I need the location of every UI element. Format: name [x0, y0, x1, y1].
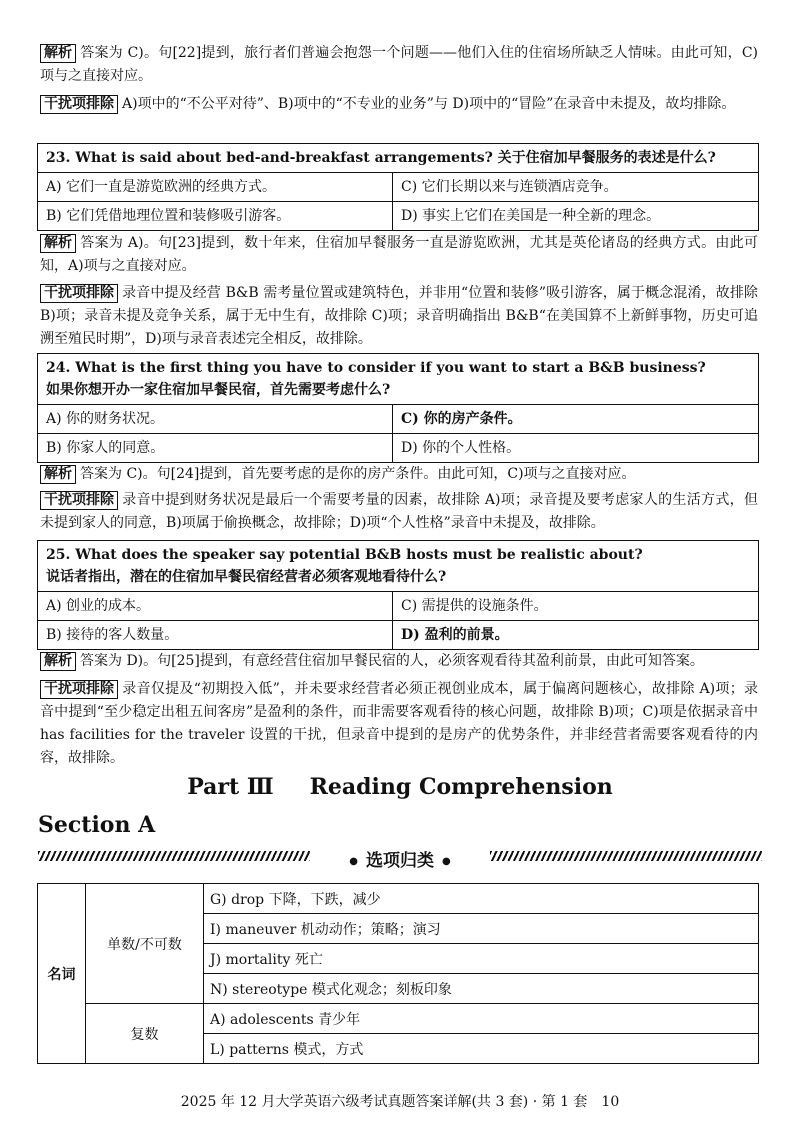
distractor-tag: 干扰项排除 — [40, 680, 118, 699]
q23-analysis-text: 答案为 A)。句[23]提到，数十年来，住宿加早餐服务一直是游览欧洲，尤其是英伦诸岛的经典方式。由此可知，A)项与之直接对应。 — [40, 235, 758, 274]
part-title: Reading Comprehension — [309, 774, 613, 800]
q25-question-en: 25. What does the speaker say potential B&B hosts must be realistic about? — [46, 547, 643, 563]
q24-option-b: B) 你家人的同意。 — [38, 434, 393, 462]
q25-distractor-text: 录音仅提及“初期投入低”，并未要求经营者必须正视创业成本，属于偏离问题核心，故排除 A)项；录音中提到“至少稳定出租五间客房”是盈利的条件，而非需要客观看待的核心问题，故排除 B)项；C)项是依据录音中 has facilities for the traveler 设置的干扰，但录音中提到的是房产的优势条件，并非经营者需要客观看待的内容，故排除。 — [40, 681, 758, 766]
analysis-tag: 解析 — [40, 652, 76, 671]
category-table — [37, 883, 759, 1064]
q24-question — [38, 354, 758, 405]
option-item: L) patterns 模式，方式 — [204, 1034, 759, 1064]
q25-option-d: D) 盈利的前景。 — [401, 627, 509, 643]
group-label-singular: 单数/不可数 — [86, 884, 204, 1004]
q23-option-row — [38, 202, 758, 230]
distractor-tag: 干扰项排除 — [40, 95, 118, 114]
q25-option-b: B) 接待的客人数量。 — [38, 621, 393, 649]
distractor-tag: 干扰项排除 — [40, 284, 118, 303]
option-item: G) drop 下降，下跌，减少 — [204, 884, 759, 914]
section-heading: Section A — [38, 812, 156, 838]
part-label: Part Ⅲ — [187, 774, 274, 800]
analysis-tag: 解析 — [40, 465, 76, 484]
q24-option-a: A) 你的财务状况。 — [38, 405, 393, 433]
q24-option-d: D) 你的个人性格。 — [401, 440, 521, 456]
q24-option-row — [38, 405, 758, 434]
part-heading — [0, 774, 800, 800]
pos-noun: 名词 — [38, 884, 86, 1064]
q24-box — [37, 353, 759, 463]
q23-option-row — [38, 173, 758, 202]
q22-distractor-text: A)项中的“不公平对待”、B)项中的“不专业的业务”与 D)项中的“冒险”在录音中未提及，故均排除。 — [122, 96, 736, 112]
q24-analysis-text: 答案为 C)。句[24]提到，首先要考虑的是你的房产条件。由此可知，C)项与之直接对应。 — [80, 466, 636, 482]
option-item: J) mortality 死亡 — [204, 944, 759, 974]
banner-title: 选项归类 — [366, 851, 434, 871]
q25-analysis-text: 答案为 D)。句[25]提到，有意经营住宿加早餐民宿的人，必须客观看待其盈利前景，由此可知答案。 — [80, 653, 704, 669]
banner — [0, 846, 800, 871]
bullet-icon: ● — [349, 856, 358, 867]
q25-option-c: C) 需提供的设施条件。 — [401, 598, 548, 614]
analysis-tag: 解析 — [40, 234, 76, 253]
q23-distractor — [40, 282, 758, 351]
q25-distractor — [40, 678, 758, 770]
q23-option-a: A) 它们一直是游览欧洲的经典方式。 — [38, 173, 393, 201]
q22-distractor — [40, 93, 758, 116]
q25-box — [37, 540, 759, 650]
q22-analysis — [40, 42, 758, 88]
q23-option-c: C) 它们长期以来与连锁酒店竞争。 — [401, 179, 618, 195]
page-footer: 2025 年 12 月大学英语六级考试真题答案详解(共 3 套) · 第 1 套 10 — [180, 1094, 620, 1110]
q23-analysis — [40, 232, 758, 278]
q24-question-en: 24. What is the first thing you have to consider if you want to start a B&B business? — [46, 360, 706, 376]
q23-distractor-text: 录音中提及经营 B&B 需考量位置或建筑特色，并非用“位置和装修”吸引游客，属于概念混淆，故排除 B)项；录音未提及竞争关系，属于无中生有，故排除 C)项；录音明确指出 B&B“在美国算不上新鲜事物，历史可追溯至殖民时期”，D)项与录音表述完全相反，故排除。 — [40, 285, 758, 347]
q25-option-a: A) 创业的成本。 — [38, 592, 393, 620]
q23-question: 23. What is said about bed-and-breakfast arrangements? 关于住宿加早餐服务的表述是什么? — [38, 144, 758, 173]
q22-analysis-text: 答案为 C)。句[22]提到，旅行者们普遍会抱怨一个问题——他们入住的住宿场所缺乏人情味。由此可知，C)项与之直接对应。 — [40, 45, 758, 84]
q25-analysis — [40, 650, 758, 673]
q24-distractor-text: 录音中提到财务状况是最后一个需要考量的因素，故排除 A)项；录音提及要考虑家人的生活方式，但未提到家人的同意，B)项属于偷换概念，故排除；D)项“个人性格”录音中未提及，故排除。 — [40, 492, 758, 531]
q23-option-d: D) 事实上它们在美国是一种全新的理念。 — [401, 208, 661, 224]
option-item: A) adolescents 青少年 — [204, 1004, 759, 1034]
q25-option-row — [38, 621, 758, 649]
q24-option-c: C) 你的房产条件。 — [401, 411, 522, 427]
q23-box — [37, 143, 759, 231]
group-label-plural: 复数 — [86, 1004, 204, 1064]
q25-question — [38, 541, 758, 592]
q25-option-row — [38, 592, 758, 621]
distractor-tag: 干扰项排除 — [40, 491, 118, 510]
analysis-tag: 解析 — [40, 44, 76, 63]
q24-option-row — [38, 434, 758, 462]
q25-question-zh: 说话者指出，潜在的住宿加早餐民宿经营者必须客观地看待什么? — [46, 569, 447, 585]
option-item: N) stereotype 模式化观念；刻板印象 — [204, 974, 759, 1004]
bullet-icon: ● — [442, 856, 451, 867]
q24-analysis — [40, 463, 758, 486]
q24-distractor — [40, 489, 758, 535]
q24-question-zh: 如果你想开办一家住宿加早餐民宿，首先需要考虑什么? — [46, 382, 391, 398]
q23-option-b: B) 它们凭借地理位置和装修吸引游客。 — [38, 202, 393, 230]
option-item: I) maneuver 机动动作；策略；演习 — [204, 914, 759, 944]
